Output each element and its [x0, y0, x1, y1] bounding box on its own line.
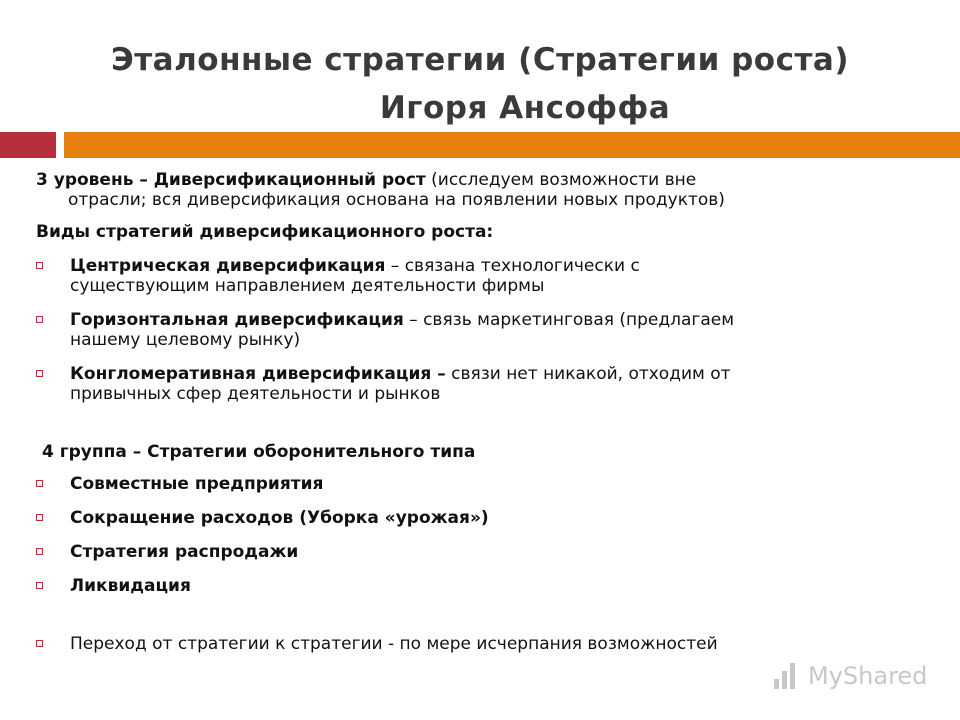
- square-bullet-icon: [36, 582, 43, 589]
- item-rest2: привычных сфер деятельности и рынков: [70, 384, 441, 404]
- group4-heading: [36, 442, 916, 462]
- item-rest2: существующим направлением деятельности фирмы: [70, 276, 545, 296]
- level3-heading-rest: (исследуем возможности вне: [425, 170, 697, 190]
- slide-title-line1: Эталонные стратегии (Стратегии роста): [110, 42, 850, 78]
- watermark-text: MyShared: [808, 662, 928, 690]
- square-bullet-icon: [36, 480, 43, 487]
- item-bold: Совместные предприятия: [70, 474, 324, 494]
- list-item: [36, 542, 916, 562]
- square-bullet-icon: [36, 640, 43, 647]
- list-item: [36, 364, 916, 404]
- square-bullet-icon: [36, 316, 43, 323]
- item-bold: Горизонтальная диверсификация: [70, 310, 404, 330]
- slide-title: [0, 36, 960, 132]
- item-bold: Ликвидация: [70, 576, 191, 596]
- square-bullet-icon: [36, 514, 43, 521]
- watermark: [772, 660, 932, 692]
- list-item: [36, 256, 916, 296]
- item-rest2: нашему целевому рынку): [70, 330, 301, 350]
- item-bold: Стратегия распродажи: [70, 542, 299, 562]
- list-item: [36, 576, 916, 596]
- level3-heading: 3 уровень – Диверсификационный рост: [36, 170, 426, 190]
- item-rest: – связь маркетинговая (предлагаем: [403, 310, 735, 330]
- types-heading: [36, 222, 916, 242]
- accent-bar-orange: [64, 132, 960, 158]
- slide-body: [36, 170, 916, 654]
- bar-chart-icon: [772, 663, 802, 689]
- level3-heading-rest2: отрасли; вся диверсификация основана на появлении новых продуктов): [68, 190, 725, 210]
- list-item: [36, 634, 916, 654]
- types-heading-text: Виды стратегий диверсификационного роста:: [36, 222, 494, 242]
- item-rest: – связана технологически с: [385, 256, 640, 276]
- group4-heading-text: 4 группа – Стратегии оборонительного типа: [42, 442, 476, 462]
- list-item: [36, 474, 916, 494]
- square-bullet-icon: [36, 262, 43, 269]
- list-item: [36, 508, 916, 528]
- item-rest: связи нет никакой, отходим от: [445, 364, 731, 384]
- item-bold: Сокращение расходов (Уборка «урожая»): [70, 508, 489, 528]
- transition-text: Переход от стратегии к стратегии - по мере исчерпания возможностей: [70, 634, 718, 654]
- item-bold: Конгломеративная диверсификация –: [70, 364, 446, 384]
- square-bullet-icon: [36, 370, 43, 377]
- accent-bar-red: [0, 132, 56, 158]
- level3-paragraph: [36, 170, 916, 210]
- item-bold: Центрическая диверсификация: [70, 256, 386, 276]
- list-item: [36, 310, 916, 350]
- slide-title-line2: Игоря Ансоффа: [379, 90, 671, 126]
- square-bullet-icon: [36, 548, 43, 555]
